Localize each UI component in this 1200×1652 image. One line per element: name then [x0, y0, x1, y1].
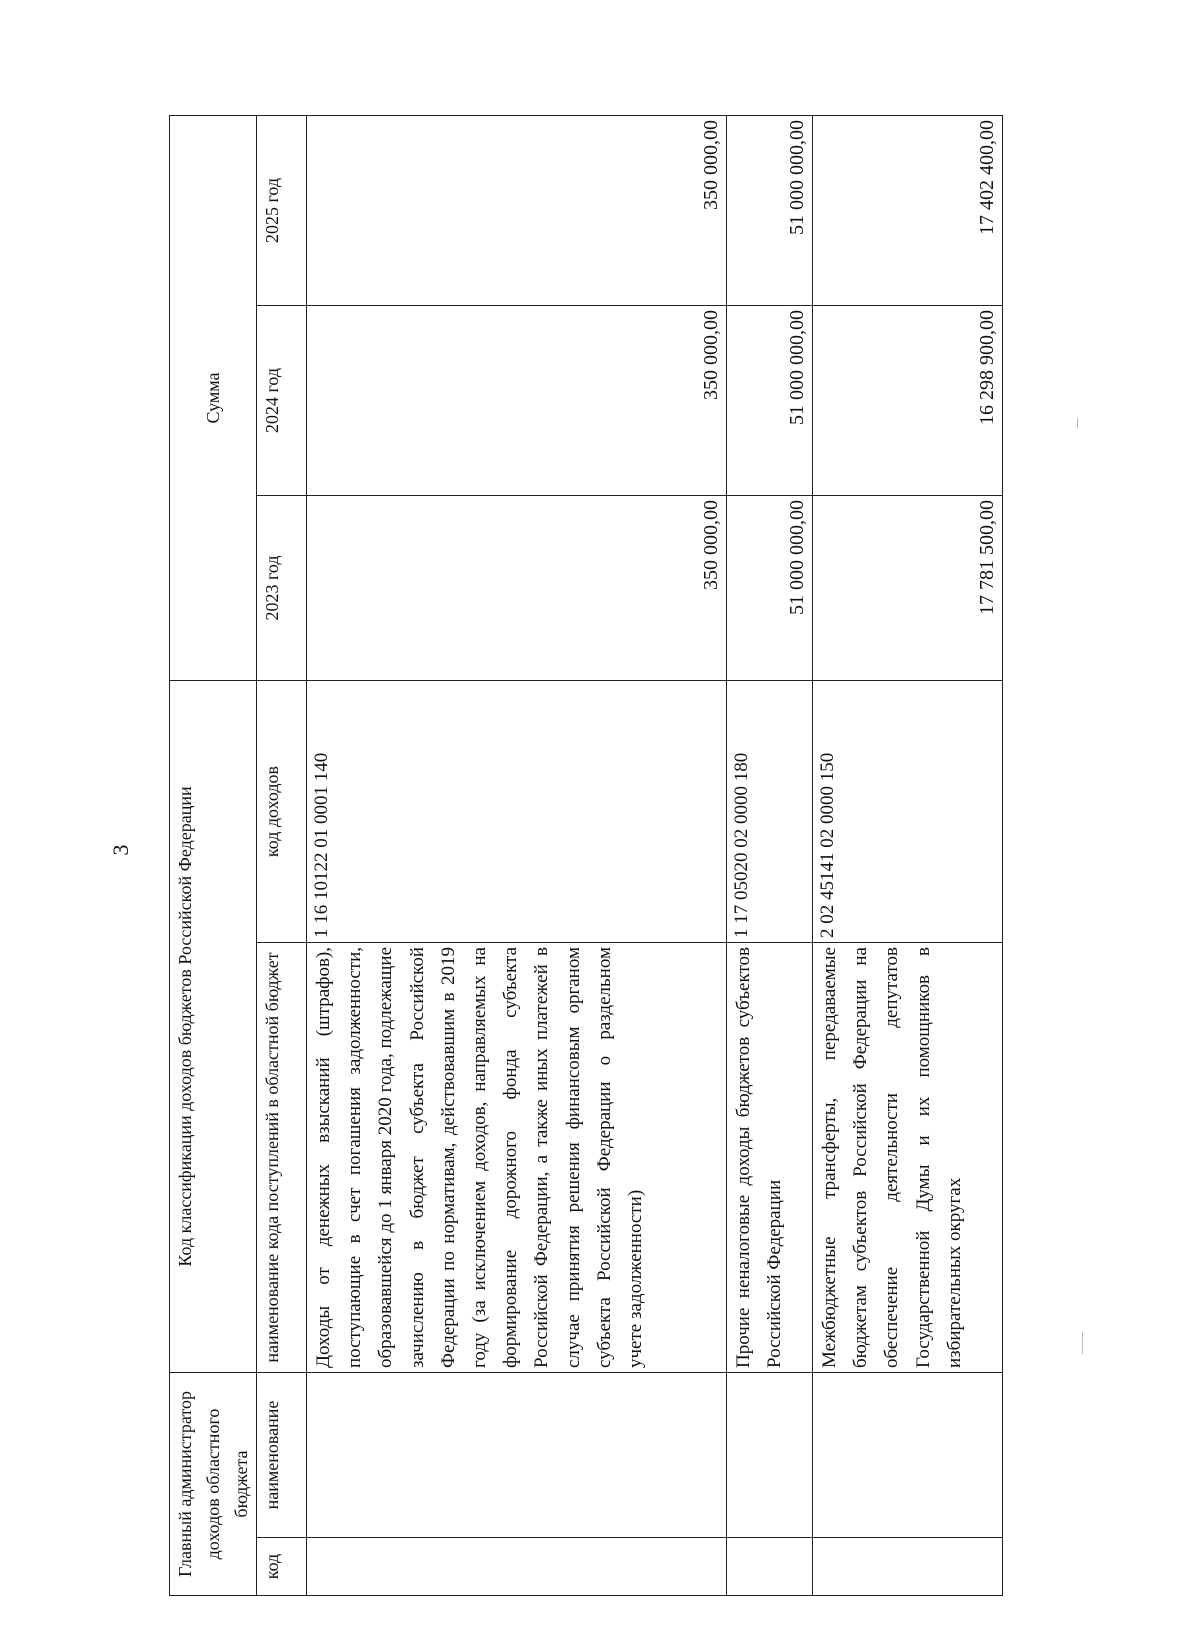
cell-year-2024: 16 298 900,00: [813, 306, 1003, 496]
cell-income-code: 2 02 45141 02 0000 150: [813, 681, 1003, 943]
cell-income-code: 1 17 05020 02 0000 180: [727, 681, 813, 943]
cell-year-2023: 17 781 500,00: [813, 496, 1003, 681]
header-name: наименование: [257, 1373, 307, 1538]
cell-kod: [307, 1538, 727, 1596]
cell-name: [307, 1373, 727, 1538]
header-code-group: Код классификации доходов бюджетов Российской Федерации: [170, 681, 257, 1373]
income-table: [169, 115, 1003, 1596]
cell-income-name: Межбюджетные трансферты, передаваемые бюджетам субъектов Российской Федерации на обеспечение деятельности депутатов Государственной Думы и их помощников в избирательных округах: [813, 943, 1003, 1373]
cell-name: [727, 1373, 813, 1538]
cell-year-2025: 51 000 000,00: [727, 115, 813, 305]
header-row-columns: [257, 115, 307, 1595]
cell-kod: [813, 1538, 1003, 1596]
table-row: [727, 115, 813, 1595]
scan-mark: [1082, 1332, 1083, 1354]
header-year-2025: 2025 год: [257, 115, 307, 305]
scan-mark: [1077, 418, 1078, 428]
header-income-code: код доходов: [257, 681, 307, 943]
cell-income-name: Доходы от денежных взысканий (штрафов), поступающие в счет погашения задолженности, образовавшейся до 1 января 2020 года, подлежащие зачислению в бюджет субъекта Российской Федерации по нормативам, действовавшим в 2019 году (за исключением доходов, направляемых на формирование дорожного фонда субъекта Российской Федерации, а также иных платежей в случае принятия решения финансовым органом субъекта Российской Федерации о раздельном учете задолженности): [307, 943, 727, 1373]
header-row-group: [170, 115, 257, 1595]
header-admin-group: Главный администратор доходов областного бюджета: [170, 1373, 257, 1596]
header-income-name: наименование кода поступлений в областной бюджет: [257, 943, 307, 1373]
rotated-table-container: [169, 116, 1009, 1596]
cell-income-name: Прочие неналоговые доходы бюджетов субъектов Российской Федерации: [727, 943, 813, 1373]
page-number: 3: [108, 844, 133, 856]
header-kod: код: [257, 1538, 307, 1596]
header-year-2024: 2024 год: [257, 306, 307, 496]
header-sum-group: Сумма: [170, 115, 257, 680]
cell-income-code: 1 16 10122 01 0001 140: [307, 681, 727, 943]
cell-kod: [727, 1538, 813, 1596]
cell-year-2024: 350 000,00: [307, 306, 727, 496]
header-year-2023: 2023 год: [257, 496, 307, 681]
cell-year-2023: 51 000 000,00: [727, 496, 813, 681]
cell-year-2025: 350 000,00: [307, 115, 727, 305]
table-row: [813, 115, 1003, 1595]
cell-year-2025: 17 402 400,00: [813, 115, 1003, 305]
cell-year-2023: 350 000,00: [307, 496, 727, 681]
table-row: [307, 115, 727, 1595]
cell-year-2024: 51 000 000,00: [727, 306, 813, 496]
cell-name: [813, 1373, 1003, 1538]
